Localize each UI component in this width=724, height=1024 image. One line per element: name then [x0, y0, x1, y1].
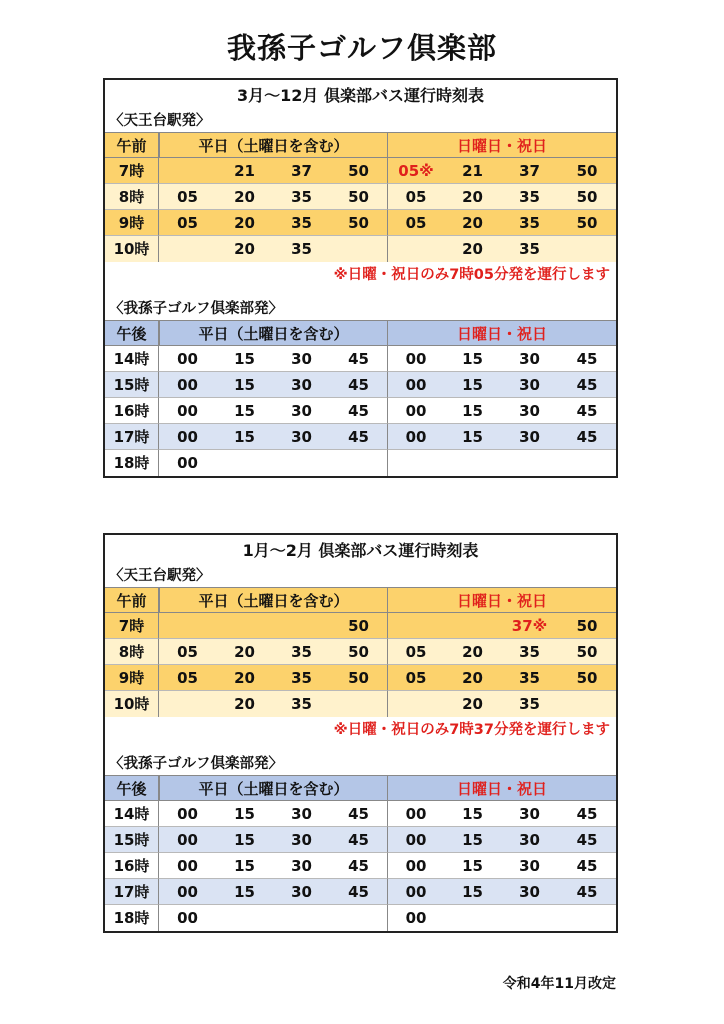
- period-header: 午後: [105, 775, 159, 801]
- weekday-time: [330, 905, 387, 931]
- holiday-time: [558, 905, 616, 931]
- holiday-time: 45: [558, 346, 616, 372]
- holiday-time: [387, 691, 444, 717]
- weekday-time: 35: [273, 210, 330, 236]
- holiday-time: 30: [501, 424, 558, 450]
- weekday-header: 平日（土曜日を含む）: [159, 132, 387, 158]
- holiday-time: 15: [444, 346, 501, 372]
- holiday-time: [558, 450, 616, 476]
- weekday-time: 45: [330, 801, 387, 827]
- weekday-time: 00: [159, 827, 216, 853]
- weekday-time: 20: [216, 691, 273, 717]
- holiday-time: 30: [501, 372, 558, 398]
- departure-label: 〈天王台駅発〉: [109, 113, 211, 129]
- hour-label: 15時: [105, 827, 159, 853]
- holiday-time: 45: [558, 424, 616, 450]
- hour-label: 16時: [105, 853, 159, 879]
- weekday-time: 45: [330, 424, 387, 450]
- holiday-time: 15: [444, 827, 501, 853]
- holiday-time: 21: [444, 158, 501, 184]
- weekday-time: 15: [216, 346, 273, 372]
- service-note: ※日曜・祝日のみ7時37分発を運行します: [333, 722, 610, 738]
- departure-label: 〈天王台駅発〉: [109, 568, 211, 584]
- holiday-time: 05※: [387, 158, 444, 184]
- holiday-time: 45: [558, 801, 616, 827]
- weekday-time: 50: [330, 613, 387, 639]
- weekday-time: 45: [330, 346, 387, 372]
- hour-label: 15時: [105, 372, 159, 398]
- holiday-time: [501, 450, 558, 476]
- weekday-time: 50: [330, 184, 387, 210]
- holiday-time: [558, 691, 616, 717]
- weekday-time: 30: [273, 372, 330, 398]
- holiday-time: 00: [387, 346, 444, 372]
- holiday-time: 15: [444, 398, 501, 424]
- weekday-time: 45: [330, 372, 387, 398]
- weekday-time: 20: [216, 236, 273, 262]
- weekday-time: 00: [159, 853, 216, 879]
- weekday-time: 35: [273, 184, 330, 210]
- weekday-time: 37: [273, 158, 330, 184]
- schedule-grid: [105, 587, 616, 717]
- holiday-header: 日曜日・祝日: [387, 132, 616, 158]
- weekday-time: 05: [159, 210, 216, 236]
- hour-label: 8時: [105, 184, 159, 210]
- holiday-time: 15: [444, 372, 501, 398]
- holiday-time: [501, 905, 558, 931]
- weekday-time: 50: [330, 210, 387, 236]
- holiday-time: 15: [444, 801, 501, 827]
- weekday-time: 45: [330, 879, 387, 905]
- weekday-time: 00: [159, 801, 216, 827]
- holiday-time: [444, 905, 501, 931]
- schedule-grid: [105, 132, 616, 262]
- weekday-time: [216, 905, 273, 931]
- weekday-time: 20: [216, 665, 273, 691]
- weekday-time: 20: [216, 210, 273, 236]
- hour-label: 9時: [105, 665, 159, 691]
- weekday-time: 00: [159, 424, 216, 450]
- weekday-time: 50: [330, 665, 387, 691]
- weekday-time: 30: [273, 424, 330, 450]
- weekday-time: [216, 450, 273, 476]
- holiday-time: 20: [444, 639, 501, 665]
- holiday-time: 35: [501, 236, 558, 262]
- weekday-time: [273, 613, 330, 639]
- weekday-time: [159, 158, 216, 184]
- weekday-time: [159, 613, 216, 639]
- weekday-time: 35: [273, 639, 330, 665]
- holiday-time: 37: [501, 158, 558, 184]
- departure-label: 〈我孫子ゴルフ倶楽部発〉: [109, 756, 283, 772]
- weekday-time: [159, 236, 216, 262]
- holiday-time: 05: [387, 665, 444, 691]
- timetable-title: 1月～2月 倶楽部バス運行時刻表: [242, 541, 479, 560]
- weekday-time: 15: [216, 827, 273, 853]
- holiday-time: 00: [387, 398, 444, 424]
- holiday-time: 00: [387, 424, 444, 450]
- holiday-time: 30: [501, 398, 558, 424]
- hour-label: 17時: [105, 424, 159, 450]
- hour-label: 17時: [105, 879, 159, 905]
- holiday-time: 50: [558, 665, 616, 691]
- weekday-time: 15: [216, 372, 273, 398]
- holiday-time: 20: [444, 236, 501, 262]
- hour-label: 9時: [105, 210, 159, 236]
- holiday-time: 45: [558, 853, 616, 879]
- weekday-time: 45: [330, 398, 387, 424]
- weekday-time: 45: [330, 853, 387, 879]
- weekday-time: 05: [159, 665, 216, 691]
- weekday-time: 15: [216, 853, 273, 879]
- weekday-time: 35: [273, 236, 330, 262]
- hour-label: 7時: [105, 158, 159, 184]
- hour-label: 18時: [105, 905, 159, 931]
- holiday-time: 50: [558, 184, 616, 210]
- holiday-time: 35: [501, 210, 558, 236]
- timetable-title: 3月～12月 倶楽部バス運行時刻表: [237, 86, 484, 105]
- holiday-time: 45: [558, 879, 616, 905]
- weekday-time: 00: [159, 346, 216, 372]
- weekday-time: 35: [273, 665, 330, 691]
- holiday-time: 50: [558, 613, 616, 639]
- holiday-time: [444, 450, 501, 476]
- holiday-time: 45: [558, 372, 616, 398]
- holiday-time: 35: [501, 665, 558, 691]
- holiday-time: 15: [444, 424, 501, 450]
- holiday-time: [387, 236, 444, 262]
- weekday-time: 15: [216, 879, 273, 905]
- weekday-time: [330, 691, 387, 717]
- hour-label: 8時: [105, 639, 159, 665]
- hour-label: 7時: [105, 613, 159, 639]
- section-gap: [105, 288, 616, 298]
- holiday-time: [444, 613, 501, 639]
- holiday-time: 20: [444, 665, 501, 691]
- hour-label: 18時: [105, 450, 159, 476]
- holiday-header: 日曜日・祝日: [387, 775, 616, 801]
- holiday-time: 00: [387, 905, 444, 931]
- weekday-time: 45: [330, 827, 387, 853]
- holiday-time: 20: [444, 691, 501, 717]
- holiday-time: 37※: [501, 613, 558, 639]
- holiday-time: 05: [387, 639, 444, 665]
- weekday-time: 30: [273, 827, 330, 853]
- weekday-time: 30: [273, 853, 330, 879]
- weekday-time: 50: [330, 158, 387, 184]
- holiday-time: 50: [558, 158, 616, 184]
- weekday-time: [330, 450, 387, 476]
- weekday-time: 00: [159, 372, 216, 398]
- weekday-header: 平日（土曜日を含む）: [159, 587, 387, 613]
- weekday-time: 20: [216, 639, 273, 665]
- weekday-time: [273, 450, 330, 476]
- schedule-grid: [105, 775, 616, 931]
- weekday-time: 15: [216, 424, 273, 450]
- holiday-time: [387, 450, 444, 476]
- hour-label: 14時: [105, 346, 159, 372]
- weekday-time: 30: [273, 398, 330, 424]
- weekday-time: 15: [216, 398, 273, 424]
- holiday-time: 05: [387, 210, 444, 236]
- weekday-time: 05: [159, 639, 216, 665]
- timetable-mar-dec: [103, 78, 618, 478]
- holiday-time: 30: [501, 827, 558, 853]
- weekday-time: 15: [216, 801, 273, 827]
- holiday-time: 35: [501, 691, 558, 717]
- weekday-time: 21: [216, 158, 273, 184]
- holiday-time: 05: [387, 184, 444, 210]
- weekday-time: 30: [273, 346, 330, 372]
- holiday-time: 30: [501, 853, 558, 879]
- schedule-grid: [105, 320, 616, 476]
- weekday-time: 00: [159, 398, 216, 424]
- holiday-time: 30: [501, 346, 558, 372]
- holiday-time: 50: [558, 210, 616, 236]
- revision-note: 令和4年11月改定: [502, 976, 616, 992]
- holiday-time: 00: [387, 879, 444, 905]
- holiday-time: 00: [387, 853, 444, 879]
- holiday-time: 00: [387, 827, 444, 853]
- weekday-time: 00: [159, 450, 216, 476]
- holiday-header: 日曜日・祝日: [387, 320, 616, 346]
- holiday-time: 35: [501, 639, 558, 665]
- holiday-time: [558, 236, 616, 262]
- weekday-time: 00: [159, 905, 216, 931]
- weekday-time: 35: [273, 691, 330, 717]
- holiday-time: 15: [444, 879, 501, 905]
- weekday-time: 20: [216, 184, 273, 210]
- period-header: 午前: [105, 132, 159, 158]
- weekday-time: [330, 236, 387, 262]
- weekday-time: 30: [273, 879, 330, 905]
- service-note: ※日曜・祝日のみ7時05分発を運行します: [333, 267, 610, 283]
- holiday-time: 50: [558, 639, 616, 665]
- hour-label: 10時: [105, 236, 159, 262]
- holiday-time: 00: [387, 372, 444, 398]
- timetable-jan-feb: [103, 533, 618, 933]
- weekday-time: [159, 691, 216, 717]
- weekday-time: 00: [159, 879, 216, 905]
- holiday-time: 45: [558, 827, 616, 853]
- holiday-time: 15: [444, 853, 501, 879]
- holiday-time: 20: [444, 184, 501, 210]
- weekday-time: [273, 905, 330, 931]
- departure-label: 〈我孫子ゴルフ倶楽部発〉: [109, 301, 283, 317]
- holiday-time: 20: [444, 210, 501, 236]
- weekday-header: 平日（土曜日を含む）: [159, 775, 387, 801]
- hour-label: 14時: [105, 801, 159, 827]
- weekday-header: 平日（土曜日を含む）: [159, 320, 387, 346]
- holiday-header: 日曜日・祝日: [387, 587, 616, 613]
- weekday-time: 50: [330, 639, 387, 665]
- hour-label: 16時: [105, 398, 159, 424]
- weekday-time: [216, 613, 273, 639]
- holiday-time: 35: [501, 184, 558, 210]
- holiday-time: 30: [501, 879, 558, 905]
- holiday-time: 30: [501, 801, 558, 827]
- period-header: 午前: [105, 587, 159, 613]
- holiday-time: 00: [387, 801, 444, 827]
- holiday-time: 45: [558, 398, 616, 424]
- holiday-time: [387, 613, 444, 639]
- section-gap: [105, 743, 616, 753]
- page-title: 我孫子ゴルフ倶楽部: [226, 31, 497, 65]
- period-header: 午後: [105, 320, 159, 346]
- hour-label: 10時: [105, 691, 159, 717]
- weekday-time: 05: [159, 184, 216, 210]
- weekday-time: 30: [273, 801, 330, 827]
